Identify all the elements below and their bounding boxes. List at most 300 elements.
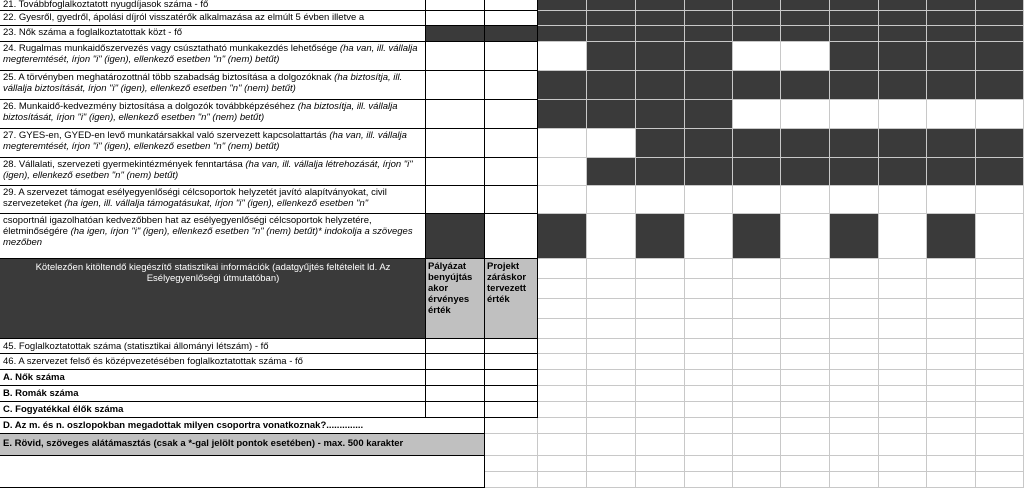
grid-cell[interactable] bbox=[538, 129, 587, 158]
grid-cell bbox=[879, 129, 927, 158]
grid-cell bbox=[927, 71, 976, 100]
grid-cell[interactable] bbox=[636, 472, 685, 488]
grid-cell bbox=[879, 0, 927, 11]
grid-cell bbox=[685, 0, 733, 11]
grid-cell[interactable] bbox=[485, 434, 538, 456]
grid-cell[interactable] bbox=[976, 386, 1024, 402]
grid-cell[interactable] bbox=[426, 129, 485, 158]
row-label-main: 29. A szervezet támogat esélyegyenlőségi célcsoportok helyzetét javító alapítványokat, civil szervezeteket bbox=[3, 187, 387, 209]
grid-cell[interactable] bbox=[426, 71, 485, 100]
grid-cell[interactable] bbox=[485, 354, 538, 370]
grid-cell[interactable] bbox=[976, 456, 1024, 472]
row-d-text: D. Az m. és n. oszlopokban megadottak milyen csoportra vonatkoznak?.............. bbox=[3, 420, 364, 431]
grid-cell[interactable] bbox=[485, 386, 538, 402]
grid-cell[interactable] bbox=[781, 186, 830, 214]
grid-cell[interactable] bbox=[927, 370, 976, 386]
grid-cell[interactable] bbox=[587, 299, 636, 319]
grid-cell[interactable] bbox=[636, 319, 685, 339]
grid-cell[interactable] bbox=[538, 299, 587, 319]
grid-cell[interactable] bbox=[830, 418, 879, 434]
grid-cell[interactable] bbox=[879, 472, 927, 488]
stat-row-label[interactable] bbox=[0, 402, 426, 418]
grid-cell bbox=[733, 214, 781, 259]
grid-cell[interactable] bbox=[830, 370, 879, 386]
grid-cell bbox=[685, 129, 733, 158]
grid-cell bbox=[733, 0, 781, 11]
grid-cell[interactable] bbox=[636, 186, 685, 214]
row-label-note: (ha van, ill. vállalja megteremtését, írjon "i" (igen), ellenkező esetben "n" (nem) betűt) bbox=[3, 43, 418, 65]
grid-cell[interactable] bbox=[976, 299, 1024, 319]
grid-cell bbox=[685, 42, 733, 71]
grid-cell bbox=[976, 11, 1024, 26]
grid-cell[interactable] bbox=[781, 214, 830, 259]
grid-cell[interactable] bbox=[485, 472, 538, 488]
grid-cell[interactable] bbox=[976, 370, 1024, 386]
grid-cell bbox=[685, 26, 733, 42]
grid-cell[interactable] bbox=[636, 299, 685, 319]
grid-cell bbox=[976, 158, 1024, 186]
grid-cell[interactable] bbox=[636, 402, 685, 418]
grid-cell[interactable] bbox=[733, 259, 781, 279]
grid-cell[interactable] bbox=[426, 100, 485, 129]
grid-cell[interactable] bbox=[927, 319, 976, 339]
grid-cell[interactable] bbox=[636, 339, 685, 354]
grid-cell[interactable] bbox=[733, 472, 781, 488]
grid-cell bbox=[685, 100, 733, 129]
grid-cell[interactable] bbox=[538, 42, 587, 71]
grid-cell bbox=[485, 26, 538, 42]
col-header-submission-text: Pályázat benyújtás akor érvényes érték bbox=[428, 261, 473, 316]
grid-cell bbox=[636, 42, 685, 71]
row-d-label[interactable] bbox=[0, 418, 485, 434]
grid-cell bbox=[879, 26, 927, 42]
section-header-text: Kötelezően kitöltendő kiegészítő statisztikai információk (adatgyűjtés feltételeit ld. Az Esélyegyenlőségi útmutatóban) bbox=[35, 262, 391, 284]
grid-cell[interactable] bbox=[485, 0, 538, 11]
grid-cell[interactable] bbox=[685, 339, 733, 354]
grid-cell[interactable] bbox=[426, 42, 485, 71]
grid-cell[interactable] bbox=[976, 472, 1024, 488]
grid-cell[interactable] bbox=[538, 319, 587, 339]
grid-cell[interactable] bbox=[733, 100, 781, 129]
grid-cell bbox=[636, 100, 685, 129]
grid-cell bbox=[879, 71, 927, 100]
grid-cell[interactable] bbox=[426, 11, 485, 26]
grid-cell bbox=[538, 214, 587, 259]
grid-cell bbox=[636, 214, 685, 259]
grid-cell[interactable] bbox=[781, 319, 830, 339]
stat-row-label[interactable] bbox=[0, 386, 426, 402]
grid-cell[interactable] bbox=[426, 402, 485, 418]
grid-cell[interactable] bbox=[927, 418, 976, 434]
grid-cell[interactable] bbox=[485, 158, 538, 186]
stat-row-label[interactable] bbox=[0, 370, 426, 386]
grid-cell[interactable] bbox=[587, 434, 636, 456]
grid-cell[interactable] bbox=[538, 402, 587, 418]
grid-cell bbox=[587, 11, 636, 26]
grid-cell[interactable] bbox=[879, 100, 927, 129]
grid-cell bbox=[830, 129, 879, 158]
row-label-note: (ha van, ill. vállalja létrehozását, írjon "i" (igen), ellenkező esetben "n" (nem) betűt) bbox=[3, 159, 413, 181]
row-label-note: (ha van, ill. vállalja megteremtését, írjon "i" (igen), ellenkező esetben "n" (nem) betűt) bbox=[3, 130, 407, 152]
grid-cell bbox=[426, 214, 485, 259]
grid-cell[interactable] bbox=[485, 100, 538, 129]
grid-cell[interactable] bbox=[587, 418, 636, 434]
grid-cell[interactable] bbox=[781, 100, 830, 129]
row-label-cell[interactable] bbox=[0, 26, 426, 42]
grid-cell bbox=[781, 71, 830, 100]
col-header-closing bbox=[485, 259, 538, 339]
row-label-cell[interactable] bbox=[0, 42, 426, 71]
row-label-main: 25. A törvényben meghatározottnál több szabadság biztosítása a dolgozóknak bbox=[3, 72, 335, 83]
row-label-cell[interactable] bbox=[0, 158, 426, 186]
grid-cell[interactable] bbox=[781, 402, 830, 418]
grid-cell[interactable] bbox=[587, 456, 636, 472]
grid-cell[interactable] bbox=[636, 354, 685, 370]
grid-cell[interactable] bbox=[927, 386, 976, 402]
grid-cell bbox=[976, 42, 1024, 71]
grid-cell bbox=[781, 158, 830, 186]
grid-cell[interactable] bbox=[781, 434, 830, 456]
grid-cell bbox=[976, 129, 1024, 158]
grid-cell[interactable] bbox=[781, 299, 830, 319]
grid-cell[interactable] bbox=[781, 42, 830, 71]
grid-cell[interactable] bbox=[879, 370, 927, 386]
grid-cell[interactable] bbox=[485, 402, 538, 418]
grid-cell[interactable] bbox=[538, 186, 587, 214]
grid-cell[interactable] bbox=[636, 259, 685, 279]
grid-cell[interactable] bbox=[879, 299, 927, 319]
row-label-cell[interactable] bbox=[0, 214, 426, 259]
grid-cell[interactable] bbox=[733, 299, 781, 319]
grid-cell bbox=[587, 42, 636, 71]
grid-cell[interactable] bbox=[781, 386, 830, 402]
grid-cell bbox=[830, 26, 879, 42]
grid-cell bbox=[830, 158, 879, 186]
grid-cell[interactable] bbox=[587, 186, 636, 214]
row-label-note: (ha igen, ill. vállalja támogatásukat, írjon "i" (igen), ellenkező esetben "n" bbox=[64, 198, 369, 209]
row-label-note: (ha biztosítja, ill. vállalja biztosítását, írjon "i" (igen), ellenkező esetben "n" (nem) betűt) bbox=[3, 72, 403, 94]
grid-cell[interactable] bbox=[879, 402, 927, 418]
grid-cell[interactable] bbox=[538, 418, 587, 434]
row-label-main: 24. Rugalmas munkaidőszervezés vagy csúsztatható munkakezdés lehetősége bbox=[3, 43, 340, 54]
grid-cell[interactable] bbox=[685, 319, 733, 339]
grid-cell[interactable] bbox=[426, 0, 485, 11]
grid-cell[interactable] bbox=[485, 129, 538, 158]
grid-cell bbox=[685, 11, 733, 26]
grid-cell bbox=[587, 100, 636, 129]
grid-cell[interactable] bbox=[485, 42, 538, 71]
grid-cell[interactable] bbox=[733, 456, 781, 472]
grid-cell[interactable] bbox=[426, 339, 485, 354]
grid-cell[interactable] bbox=[830, 319, 879, 339]
grid-cell[interactable] bbox=[485, 418, 538, 434]
grid-cell[interactable] bbox=[685, 418, 733, 434]
grid-cell[interactable] bbox=[976, 319, 1024, 339]
grid-cell[interactable] bbox=[879, 279, 927, 299]
grid-cell[interactable] bbox=[781, 370, 830, 386]
grid-cell bbox=[636, 71, 685, 100]
grid-cell bbox=[927, 11, 976, 26]
grid-cell[interactable] bbox=[976, 100, 1024, 129]
grid-cell[interactable] bbox=[733, 402, 781, 418]
grid-cell bbox=[927, 129, 976, 158]
grid-cell[interactable] bbox=[976, 418, 1024, 434]
grid-cell[interactable] bbox=[685, 279, 733, 299]
grid-cell[interactable] bbox=[587, 472, 636, 488]
grid-cell[interactable] bbox=[587, 370, 636, 386]
grid-cell[interactable] bbox=[485, 186, 538, 214]
grid-cell[interactable] bbox=[426, 158, 485, 186]
grid-cell[interactable] bbox=[485, 370, 538, 386]
grid-cell[interactable] bbox=[830, 354, 879, 370]
grid-cell[interactable] bbox=[587, 339, 636, 354]
grid-cell[interactable] bbox=[685, 456, 733, 472]
grid-cell bbox=[781, 26, 830, 42]
grid-cell[interactable] bbox=[927, 354, 976, 370]
grid-cell[interactable] bbox=[879, 214, 927, 259]
free-text-area[interactable] bbox=[0, 456, 485, 488]
grid-cell[interactable] bbox=[879, 456, 927, 472]
grid-cell[interactable] bbox=[781, 259, 830, 279]
grid-cell[interactable] bbox=[830, 339, 879, 354]
stat-row-label[interactable] bbox=[0, 354, 426, 370]
grid-cell[interactable] bbox=[587, 259, 636, 279]
grid-cell[interactable] bbox=[685, 259, 733, 279]
col-header-closing-text: Projekt záráskor tervezett érték bbox=[487, 261, 527, 305]
grid-cell bbox=[538, 71, 587, 100]
grid-cell[interactable] bbox=[636, 386, 685, 402]
grid-cell[interactable] bbox=[538, 279, 587, 299]
grid-cell[interactable] bbox=[636, 370, 685, 386]
grid-cell[interactable] bbox=[426, 370, 485, 386]
grid-cell bbox=[733, 71, 781, 100]
grid-cell bbox=[587, 0, 636, 11]
grid-cell[interactable] bbox=[538, 386, 587, 402]
grid-cell[interactable] bbox=[927, 434, 976, 456]
stat-row-text: A. Nők száma bbox=[3, 372, 65, 383]
grid-cell[interactable] bbox=[927, 279, 976, 299]
row-e-label[interactable] bbox=[0, 434, 485, 456]
grid-cell bbox=[781, 11, 830, 26]
grid-cell[interactable] bbox=[879, 319, 927, 339]
grid-cell[interactable] bbox=[733, 386, 781, 402]
grid-cell[interactable] bbox=[426, 386, 485, 402]
grid-cell[interactable] bbox=[830, 434, 879, 456]
grid-cell bbox=[927, 42, 976, 71]
stat-row-text: B. Romák száma bbox=[3, 388, 79, 399]
grid-cell[interactable] bbox=[976, 259, 1024, 279]
grid-cell[interactable] bbox=[927, 100, 976, 129]
grid-cell bbox=[976, 71, 1024, 100]
grid-cell[interactable] bbox=[733, 339, 781, 354]
grid-cell[interactable] bbox=[426, 354, 485, 370]
grid-cell[interactable] bbox=[485, 71, 538, 100]
grid-cell[interactable] bbox=[976, 434, 1024, 456]
grid-cell[interactable] bbox=[587, 386, 636, 402]
grid-cell[interactable] bbox=[538, 259, 587, 279]
grid-cell[interactable] bbox=[733, 434, 781, 456]
stat-row-label[interactable] bbox=[0, 339, 426, 354]
grid-cell[interactable] bbox=[830, 299, 879, 319]
row-label-main: 22. Gyesről, gyedről, ápolási díjról visszatérők alkalmazása az elmúlt 5 évben illetve a bbox=[3, 12, 365, 23]
row-label-main: csoportnál igazolhatóan kedvezőbben hat az esélyegyenlőségi célcsoportok helyzetére, életminőségére bbox=[3, 215, 372, 237]
grid-cell[interactable] bbox=[587, 319, 636, 339]
grid-cell[interactable] bbox=[587, 129, 636, 158]
grid-cell[interactable] bbox=[538, 370, 587, 386]
grid-cell[interactable] bbox=[685, 214, 733, 259]
grid-cell[interactable] bbox=[485, 339, 538, 354]
grid-cell bbox=[636, 129, 685, 158]
grid-cell[interactable] bbox=[830, 186, 879, 214]
grid-cell[interactable] bbox=[830, 472, 879, 488]
grid-cell[interactable] bbox=[636, 418, 685, 434]
grid-cell bbox=[927, 158, 976, 186]
grid-cell[interactable] bbox=[733, 354, 781, 370]
grid-cell[interactable] bbox=[830, 402, 879, 418]
row-label-cell[interactable] bbox=[0, 11, 426, 26]
grid-cell[interactable] bbox=[927, 402, 976, 418]
grid-cell[interactable] bbox=[538, 339, 587, 354]
grid-cell bbox=[587, 71, 636, 100]
grid-cell[interactable] bbox=[685, 186, 733, 214]
row-label-text bbox=[0, 71, 426, 100]
grid-cell[interactable] bbox=[976, 402, 1024, 418]
row-label-main: 26. Munkaidő-kedvezmény biztosítása a dolgozók továbbképzéséhez bbox=[3, 101, 298, 112]
grid-cell[interactable] bbox=[733, 279, 781, 299]
grid-cell[interactable] bbox=[830, 456, 879, 472]
grid-cell[interactable] bbox=[927, 186, 976, 214]
row-label-text bbox=[0, 26, 426, 42]
grid-cell[interactable] bbox=[685, 386, 733, 402]
grid-cell bbox=[538, 11, 587, 26]
row-label-text bbox=[0, 186, 426, 214]
grid-cell[interactable] bbox=[538, 354, 587, 370]
row-label-text bbox=[0, 214, 426, 259]
grid-cell bbox=[879, 158, 927, 186]
grid-cell[interactable] bbox=[587, 354, 636, 370]
grid-cell[interactable] bbox=[685, 434, 733, 456]
grid-cell[interactable] bbox=[781, 472, 830, 488]
grid-cell[interactable] bbox=[733, 42, 781, 71]
grid-cell[interactable] bbox=[879, 259, 927, 279]
col-header-submission bbox=[426, 259, 485, 339]
grid-cell[interactable] bbox=[781, 456, 830, 472]
grid-cell[interactable] bbox=[879, 339, 927, 354]
grid-cell[interactable] bbox=[685, 370, 733, 386]
grid-cell[interactable] bbox=[879, 418, 927, 434]
row-e-text: E. Rövid, szöveges alátámasztás (csak a *-gal jelölt pontok esetében) - max. 500 karakter bbox=[3, 438, 404, 449]
grid-cell[interactable] bbox=[587, 279, 636, 299]
grid-cell[interactable] bbox=[636, 456, 685, 472]
grid-cell bbox=[733, 11, 781, 26]
grid-cell[interactable] bbox=[733, 370, 781, 386]
grid-cell[interactable] bbox=[976, 186, 1024, 214]
grid-cell[interactable] bbox=[538, 158, 587, 186]
grid-cell bbox=[830, 214, 879, 259]
grid-cell bbox=[587, 26, 636, 42]
grid-cell bbox=[976, 26, 1024, 42]
grid-cell bbox=[927, 0, 976, 11]
grid-cell[interactable] bbox=[976, 354, 1024, 370]
grid-cell[interactable] bbox=[538, 472, 587, 488]
row-label-text bbox=[0, 42, 426, 71]
grid-cell bbox=[538, 100, 587, 129]
grid-cell[interactable] bbox=[927, 339, 976, 354]
row-label-cell[interactable] bbox=[0, 129, 426, 158]
row-label-cell[interactable] bbox=[0, 100, 426, 129]
grid-cell[interactable] bbox=[485, 214, 538, 259]
grid-cell bbox=[879, 42, 927, 71]
grid-cell[interactable] bbox=[781, 339, 830, 354]
row-label-text bbox=[0, 0, 426, 11]
grid-cell[interactable] bbox=[781, 279, 830, 299]
grid-cell[interactable] bbox=[976, 214, 1024, 259]
grid-cell[interactable] bbox=[976, 279, 1024, 299]
grid-cell[interactable] bbox=[538, 456, 587, 472]
grid-cell[interactable] bbox=[685, 402, 733, 418]
grid-cell[interactable] bbox=[636, 434, 685, 456]
grid-cell[interactable] bbox=[636, 279, 685, 299]
grid-cell[interactable] bbox=[685, 299, 733, 319]
grid-cell[interactable] bbox=[927, 299, 976, 319]
grid-cell bbox=[781, 0, 830, 11]
grid-cell[interactable] bbox=[587, 214, 636, 259]
grid-cell bbox=[685, 71, 733, 100]
row-label-text bbox=[0, 11, 426, 26]
row-label-text bbox=[0, 129, 426, 158]
row-label-text bbox=[0, 158, 426, 186]
section-header bbox=[0, 259, 426, 339]
grid-cell[interactable] bbox=[830, 100, 879, 129]
grid-cell[interactable] bbox=[538, 434, 587, 456]
grid-cell[interactable] bbox=[733, 418, 781, 434]
grid-cell[interactable] bbox=[485, 456, 538, 472]
grid-cell[interactable] bbox=[485, 11, 538, 26]
grid-cell[interactable] bbox=[830, 259, 879, 279]
grid-cell[interactable] bbox=[927, 456, 976, 472]
grid-cell[interactable] bbox=[879, 186, 927, 214]
grid-cell bbox=[733, 158, 781, 186]
grid-cell[interactable] bbox=[733, 319, 781, 339]
grid-cell[interactable] bbox=[426, 186, 485, 214]
grid-cell bbox=[636, 0, 685, 11]
row-label-cell[interactable] bbox=[0, 71, 426, 100]
grid-cell[interactable] bbox=[733, 186, 781, 214]
grid-cell bbox=[538, 26, 587, 42]
grid-cell[interactable] bbox=[879, 354, 927, 370]
row-label-cell[interactable] bbox=[0, 0, 426, 11]
row-label-main: 23. Nők száma a foglalkoztatottak közt - fő bbox=[3, 27, 183, 38]
stat-row-text: 45. Foglalkoztatottak száma (statisztikai állományi létszám) - fő bbox=[3, 341, 269, 352]
grid-cell[interactable] bbox=[587, 402, 636, 418]
grid-cell bbox=[538, 0, 587, 11]
grid-cell[interactable] bbox=[830, 386, 879, 402]
grid-cell bbox=[426, 26, 485, 42]
grid-cell[interactable] bbox=[879, 434, 927, 456]
grid-cell[interactable] bbox=[976, 339, 1024, 354]
grid-cell[interactable] bbox=[781, 418, 830, 434]
grid-cell[interactable] bbox=[927, 259, 976, 279]
grid-cell[interactable] bbox=[781, 354, 830, 370]
grid-cell[interactable] bbox=[927, 472, 976, 488]
grid-cell[interactable] bbox=[685, 354, 733, 370]
grid-cell[interactable] bbox=[830, 279, 879, 299]
row-label-cell[interactable] bbox=[0, 186, 426, 214]
grid-cell[interactable] bbox=[879, 386, 927, 402]
grid-cell[interactable] bbox=[685, 472, 733, 488]
row-label-main: 28. Vállalati, szervezeti gyermekintézmények fenntartása bbox=[3, 159, 246, 170]
grid-cell bbox=[927, 26, 976, 42]
